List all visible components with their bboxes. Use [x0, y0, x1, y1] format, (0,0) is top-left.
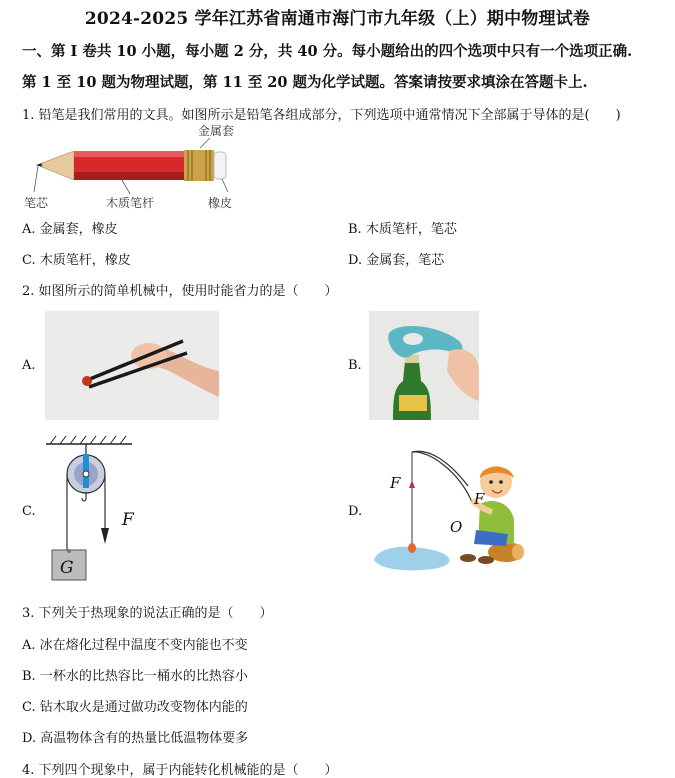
question-2-stem: 2. 如图所示的简单机械中，使用时能省力的是（ ）	[22, 284, 338, 299]
pencil-eraser	[214, 152, 226, 179]
page-title: 2024-2025 学年江苏省南通市海门市九年级（上）期中物理试卷	[84, 9, 591, 29]
pulley-figure	[40, 434, 150, 584]
question-1-stem: 1. 铅笔是我们常用的文具。如图所示是铅笔各组成部分，下列选项中通常情况下全部属于导体的是( )	[22, 108, 621, 123]
label-wood-shaft: 木质笔杆	[106, 196, 155, 210]
fishing-pivot-label: O	[450, 518, 463, 536]
section-instruction-line1: 一、第 I 卷共 10 小题，每小题 2 分，共 40 分。每小题给出的四个选项中只有一个选项正确.	[22, 43, 633, 60]
q1-option-a[interactable]: A. 金属套，橡皮	[22, 222, 118, 237]
question-3-stem: 3. 下列关于热现象的说法正确的是（ ）	[22, 606, 273, 621]
q2-option-a-letter[interactable]: A.	[22, 358, 36, 373]
pencil-figure	[22, 120, 262, 215]
q2-option-c-letter[interactable]: C.	[22, 504, 36, 519]
fishing-figure	[368, 440, 533, 575]
chopsticks-image	[45, 311, 219, 420]
pencil-core-tip	[36, 163, 42, 167]
label-pencil-core: 笔芯	[24, 196, 49, 210]
fishing-force-label-right: F	[474, 490, 485, 508]
fishing-force-label-left: F	[390, 474, 401, 492]
pulley-weight-label: G	[60, 558, 74, 578]
q3-option-c[interactable]: C. 钻木取火是通过做功改变物体内能的	[22, 700, 248, 715]
pencil-wood-tip	[42, 151, 74, 180]
q1-option-c[interactable]: C. 木质笔杆，橡皮	[22, 253, 131, 268]
label-eraser: 橡皮	[208, 196, 233, 210]
q3-option-a[interactable]: A. 冰在熔化过程中温度不变内能也不变	[22, 638, 248, 653]
q1-option-b[interactable]: B. 木质笔杆，笔芯	[348, 222, 457, 237]
section-instruction-line2: 第 1 至 10 题为物理试题，第 11 至 20 题为化学试题。答案请按要求填涂在答题卡上.	[22, 74, 588, 91]
bottle-opener-image	[369, 311, 479, 420]
question-4-stem: 4. 下列四个现象中，属于内能转化机械能的是（ ）	[22, 763, 338, 778]
q2-option-d-letter[interactable]: D.	[348, 504, 363, 519]
pulley-force-label: F	[122, 510, 134, 530]
q2-option-b-letter[interactable]: B.	[348, 358, 362, 373]
label-metal-cap: 金属套	[198, 124, 235, 138]
q3-option-b[interactable]: B. 一杯水的比热容比一桶水的比热容小	[22, 669, 248, 684]
q3-option-d[interactable]: D. 高温物体含有的热量比低温物体要多	[22, 731, 249, 746]
q1-option-d[interactable]: D. 金属套，笔芯	[348, 253, 445, 268]
